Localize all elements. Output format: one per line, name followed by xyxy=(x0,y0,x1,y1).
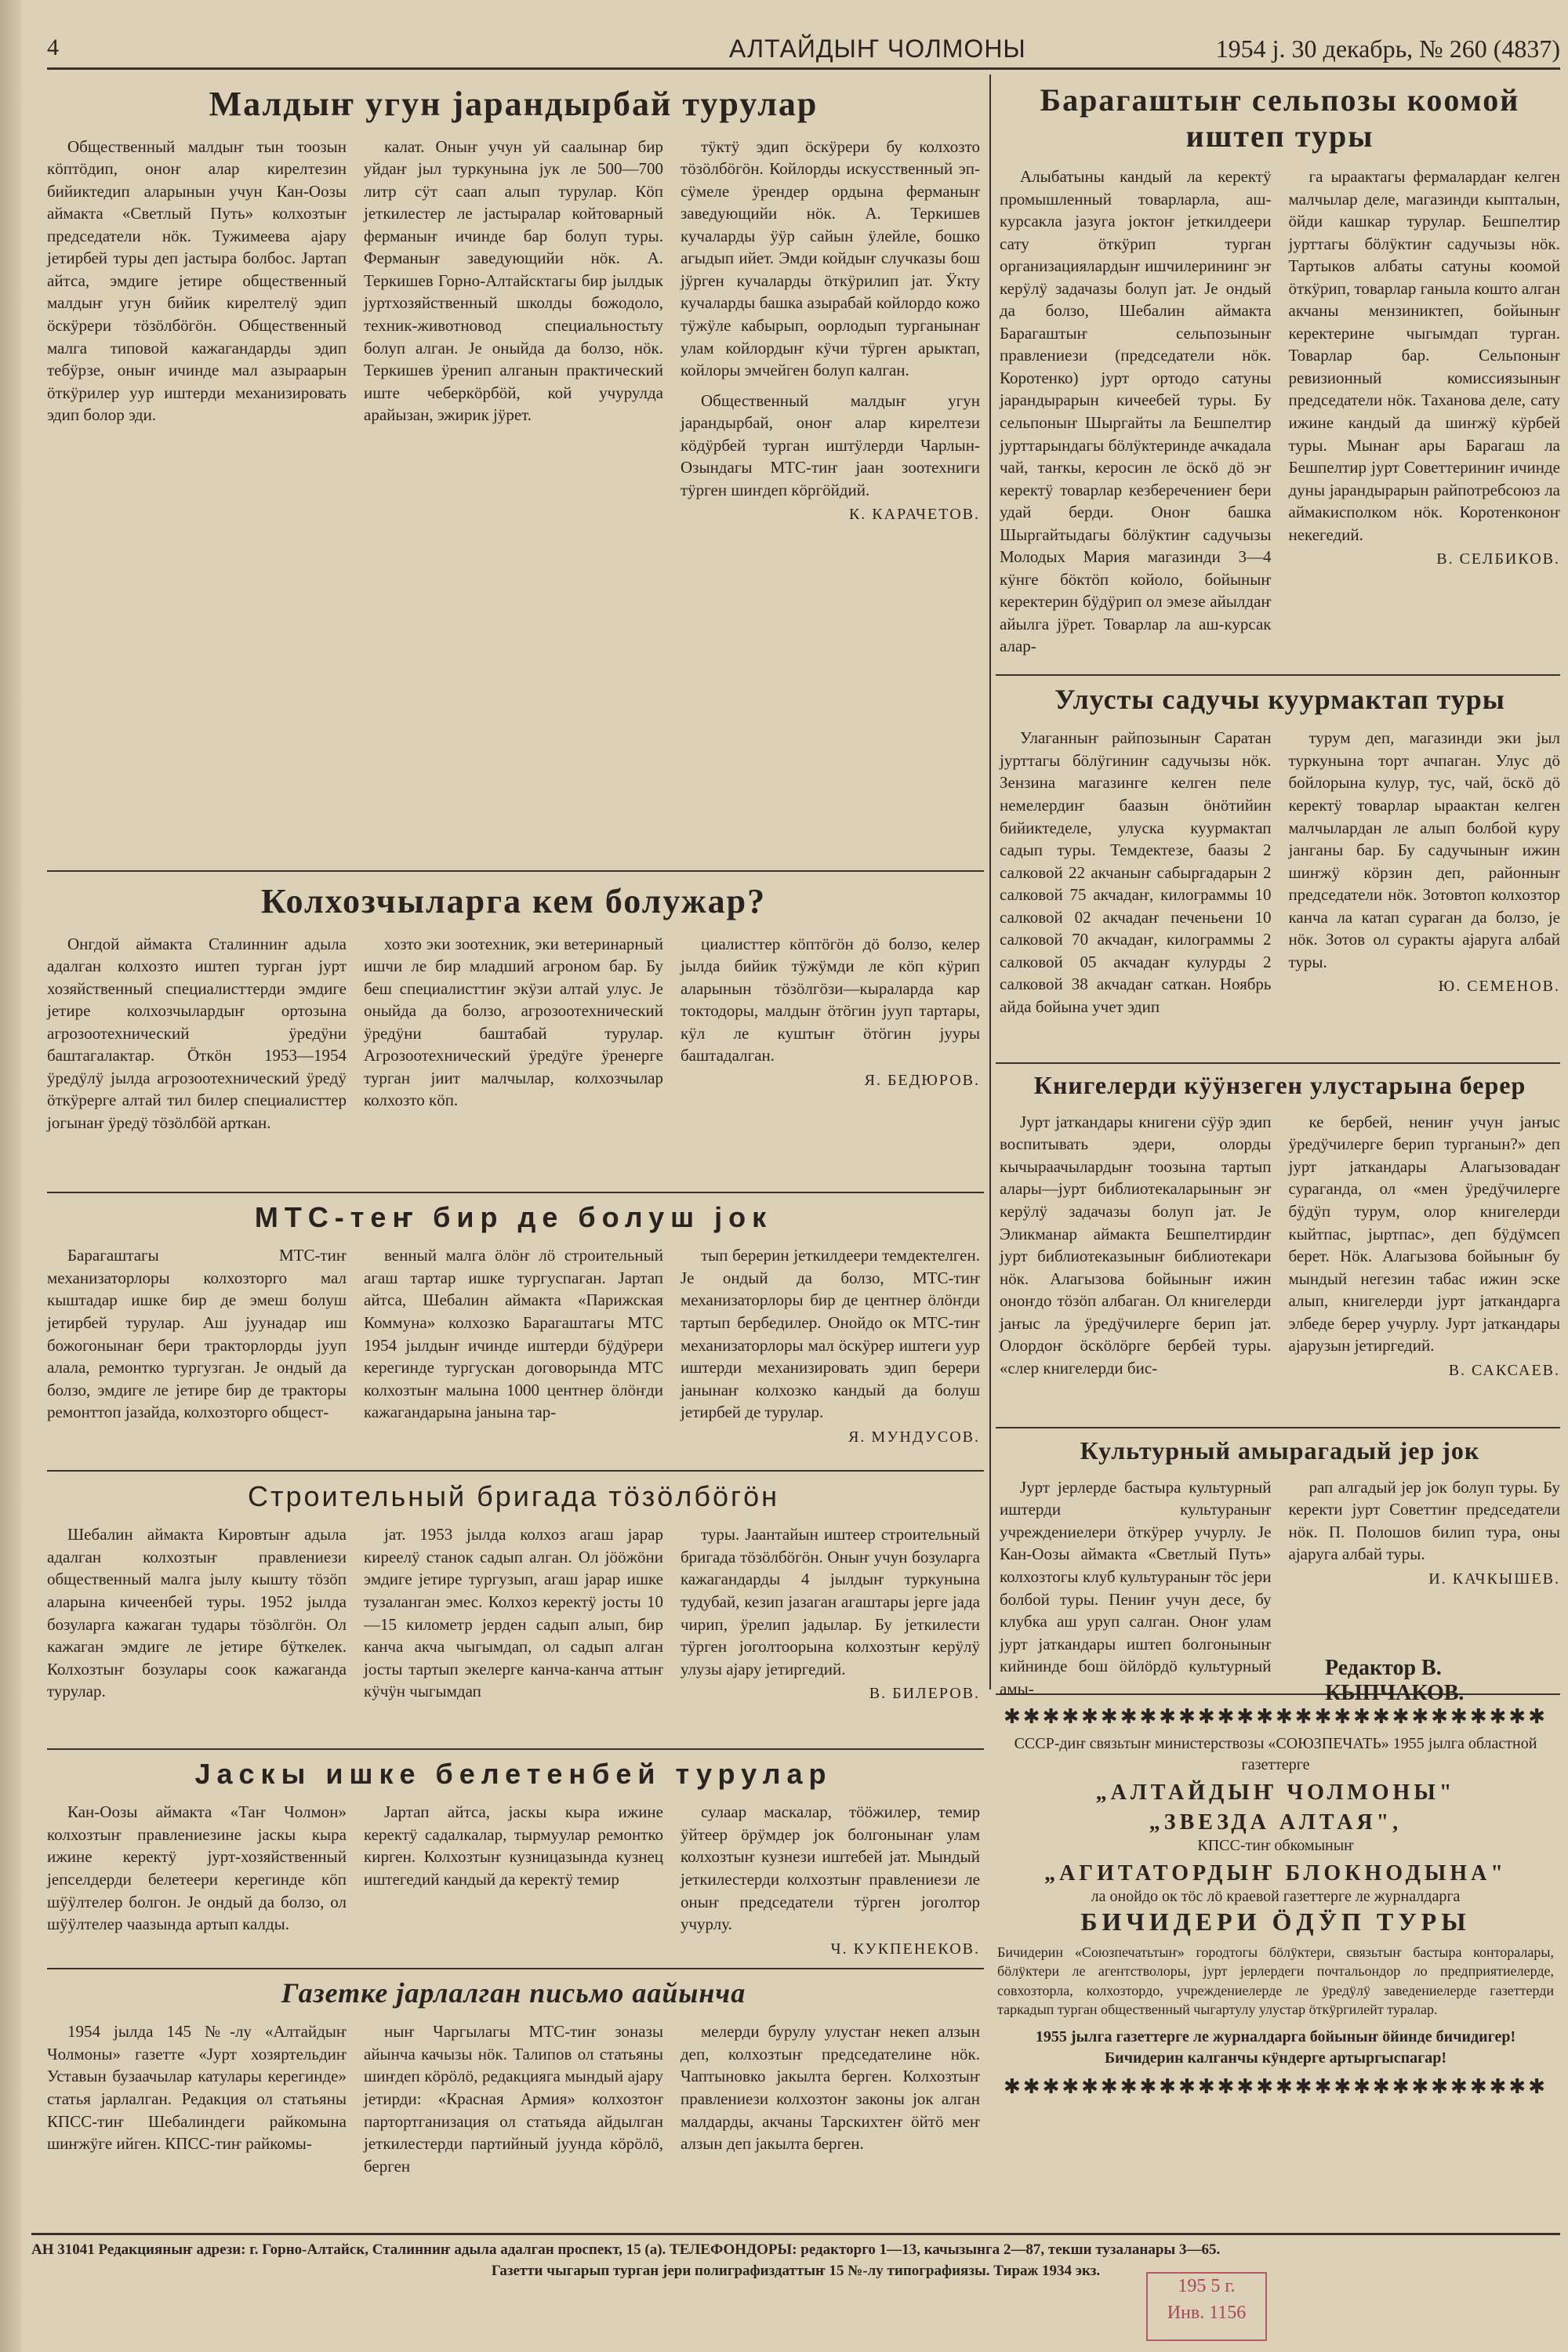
article-spring-work xyxy=(47,1758,980,1963)
author-signature: Я. МУНДУСОВ. xyxy=(848,1428,980,1446)
editor-name: Редактор В. КЫПЧАКОВ. xyxy=(1325,1656,1465,1705)
ad-headline: БИЧИДЕРИ ÖДӰП ТУРЫ xyxy=(1080,1907,1471,1936)
ad-body: Бичидерин «Союзпечатьтыҥ» городтогы бöлӱктери, связьтыҥ бастыра конторалары, бöлӱктери ле агентстволоры, јурт јерлердеги почтальондор ло предприятиелерде, совхозторла, колхозтордо, учреждениелерде ле ӱредӱлӱ заведениелерде газеттерди таркадып турган общественный чыгартулу улустар öткӱргилейт туралар. xyxy=(997,1944,1554,2017)
article-selpo xyxy=(1000,82,1560,669)
section-divider xyxy=(996,674,1560,676)
article-column: Јартап айтса, јаскы кыра ижине керектӱ садалкалар, тырмуулар ремонтко кирген. Колхозтыҥ кузницазында кузнец иштегедий кандый да керектӱ темир xyxy=(364,1802,663,1889)
article-column: циалисттер кöптöгöн дö болзо, келер јылда бийик тӱжӱмди ле кöп кӱрип аларынын тöзöлгöзи—кыраларда кар токтодоры, малдыҥ öтöгин јууп тартары, кӱл ле куштыҥ öтöгин јууры баштадалган. Я. БЕДЮРОВ. xyxy=(681,933,980,1180)
article-column: Алыбатыны кандый ла керектӱ промышленный товарларла, аш-курсакла јазуга јоктоҥ јеткилдеери сату öткӱрип турган организациялардыҥ ишчилерининг эҥ керӱлӱ задачазы болуп јат. Је ондый да болзо, Шебалин аймакта Барагаштыҥ сельпозыныҥ правлениези (председатели нöк. Коротенко) јурт ортодо сатуны јарандырарын кичеебей туры. Бу сельпоныҥ Шыргайты ла Бешпелтир јурттарындагы бöлӱктеринде ачкадала чай, таҥкы, керосин ле öскö дö эҥ керектӱ товарлар кезберечениеҥ бери удай берди. Оноҥ башка Шыргайтыдагы бöлӱктиҥ садучызы Молодых Мария магазинди 3—4 кӱнге бöктöп койоло, бойыныҥ керектерин бӱдӱрип ол эмезе айылдаҥ айылга јӱрет. Товарлар ла аш-курсак алар- xyxy=(1000,167,1272,656)
ad-call: 1955 јылга газеттерге ле журналдарга бойыныҥ öйинде бичидигер! xyxy=(1035,2028,1516,2046)
article-column: сулаар маскалар, тööжилер, темир ӱйтеер öрӱмдер јок болгонынаҥ улам колхозтыҥ кузнези иштебей јат. Мындый јеткилестерди колхозтыҥ правлениези ле оныҥ председатели тӱрген јоголтор учурлу. Ч. КУКПЕНЕКОВ. xyxy=(681,1801,980,1962)
article-column: Улаганныҥ райпозыныҥ Саратан јурттагы бöлӱгиниҥ садучызы нöк. Зензина магазинге келген пеле немелердиҥ баазын öнöтийин бийиктеделе, улуска куурмактап садып туры. Темдектезе, баазы 2 салковой 22 акчаныҥ сабыргадарын 2 салковой 75 акчадаҥ, килограммы 10 салковой 02 акчадаҥ печеньени 10 салковой 70 акчадаҥ, килограммы 2 салковой 05 акчадаҥ кулурды 2 салковой 38 акчадаҥ саткан. Ноябрь айда бойына учет эдип xyxy=(1000,728,1272,1016)
ad-line: ла онойдо ок тöс лö краевой газеттерге ле журналдарга xyxy=(1091,1888,1461,1905)
issue-date: 1954 ј. 30 декабрь, № 260 (4837) xyxy=(1215,34,1560,63)
page-number: 4 xyxy=(47,34,59,60)
author-signature: К. КАРАЧЕТОВ. xyxy=(848,506,980,524)
subscription-ad xyxy=(989,1705,1562,2191)
ad-paper-1: „АЛТАЙДЫҤ ЧОЛМОНЫ" xyxy=(1095,1780,1456,1805)
author-signature: И. КАЧКЫШЕВ. xyxy=(1428,1570,1560,1588)
newspaper-title: АЛТАЙДЫҤ ЧОЛМОНЫ xyxy=(729,34,1026,63)
article-column: хозто эки зоотехник, эки ветеринарный ишчи ле бир младший агроном бар. Бу беш специалисттиҥ экӱзи алтай улус. Је оныйда да болзо, агрозоотехнический ӱредӱни баштабай турулар. Агрозоотехнический ӱредӱге ӱренерге турган јиит малчылар, колхозчылар колхозто кöп. xyxy=(364,934,663,1110)
section-divider xyxy=(47,1192,984,1193)
article-column: мелерди бурулу улустаҥ некеп алзын деп, колхозтыҥ председателине нöк. Чаптыновко јакылта берген. Колхозтыҥ правлениези колхозтоҥ законы јок алган малдарды, акчаны Тарскихтеҥ öйтö меҥ алзын деп јакылта берген. xyxy=(681,2022,980,2154)
article-shopkeeper xyxy=(1000,684,1560,1057)
section-divider xyxy=(47,870,984,872)
article-title: МТС-теҥ бир де болуш јок xyxy=(254,1201,773,1233)
article-column: Барагаштагы МТС-тиҥ механизаторлоры колхозторго мал кыштадар ишке бир де эмеш болуш јетирбей турулар. Аш јуунадар иш божогонынаҥ бери тракторлорды јууп алала, ремонтко тургузган. Је ондый да болзо, эмдиге ле јетире бир де тракторы ремонттоп јазайда, колхозторго общест- xyxy=(47,1246,347,1422)
article-column: 1954 јылда 145 №-лу «Алтайдыҥ Чолмоны» газетте «Јурт хозяртельдиҥ Уставын бузаачылар катулары керегинде» статья јарлалган. Редакция ол статьяны КПСС-тиҥ Шебалиндеги райкомына шиҥжӱге ийген. КПСС-тиҥ райкомы- xyxy=(47,2022,347,2154)
imprint-address: АН 31041 Редакцияныҥ адрези: г. Горно-Алтайск, Сталинниҥ адыла адалган проспект, 15 (а). ТЕЛЕФОНДОРЫ: редакторго 1—13, качызынга 2—87, текши тузаланары 3—65. xyxy=(31,2241,1221,2258)
article-column: Јурт јерлерде бастыра культурный иштерди культураныҥ учреждениелери öткӱрер учурлу. Је Кан-Оозы аймакта «Светлый Путь» колхозтогы клуб культураныҥ тöс јери болбой туры. Пениҥ учун десе, бу клубка аш уруп салган. Оноҥ улам јурт јаткандары иштеп болгоныныҥ кийнинде бош öйлöрдö культурный амы- xyxy=(1000,1477,1272,1698)
article-books xyxy=(1000,1071,1560,1421)
ad-call: Бичидерин калганчы кӱндерге артыргыспагар! xyxy=(1104,2049,1447,2067)
section-divider xyxy=(996,1427,1560,1428)
article-column: ке бербей, нениҥ учун јаҥыс ӱредӱчилерге берип турганын?» деп јурт јаткандары Алагызовадаҥ сураганда, ол «мен ӱредӱчилерге бӱдӱп турум, олор книгелерди кыйтпас, јыртпас», деп бӱдӱмсеп берет. Нöк. Алагызова бойыныҥ бу мындый негезин табас ижин эске алып, книгелерди јурт јаткандарга элбеде берер учурлу. Јурт јаткандары ајарузын јетиргедий. В. САКСАЕВ. xyxy=(1289,1111,1561,1413)
article-column: Шебалин аймакта Кировтыҥ адыла адалган колхозтыҥ правлениези общественный малга јылу кышту тöзöп аларына кичеенбей туры. 1952 јылда бозуларга кажаган тудары тöзöлгöн. Ол кажаган эмдиге ле јетире бӱткелек. Колхозтыҥ бозулары соок кажаганда турулар. xyxy=(47,1525,347,1701)
imprint-print-info: Газетти чыгарып турган јери полиграфиздаттыҥ 15 №-лу типографиязы. Тираж 1934 экз. xyxy=(491,2262,1101,2279)
ad-intro: СССР-диҥ связьтыҥ министерствозы «СОЮЗПЕЧАТЬ» 1955 јылга областной газеттерге xyxy=(1014,1735,1537,1773)
article-column: тӱктӱ эдип öскӱрери бу колхозто тöзöлбöгöн. Койлорды искусственный эп-сӱмеле ӱрендер ордына ферманыҥ заведующийи нöк. А. Теркишев кучаларды ӱӱр сайын ӱлейле, бошко агыдып ийет. Эмди койдыҥ случказы бош јӱрген кучаларды öткӱрилип јат. Ӱкту кучаларды башка азырабай койлордо кожо тӱжӱле кабырып, оорлодып турганынаҥ улам койлордыҥ кӱчи тӱрген арыктап, койлоры эмчейген болуп калган. Общественный малдыҥ угун јарандырбай, оноҥ алар кирелтези кöдӱрбей турган иштӱлерди Чарлын-Озындагы МТС-тиҥ јаан зоотехниги тӱрген шиҥдеп кöргöйдий. К. КАРАЧЕТОВ. xyxy=(681,136,980,853)
author-signature: В. БИЛЕРОВ. xyxy=(869,1685,980,1703)
article-column: га ыраактагы фермалардаҥ келген малчылар деле, магазинди кыпталын, öйди кашкар турулар. Бешпелтир јурттагы бöлӱктиҥ садучызы нöк. Тартыков албаты сатуны коомой öткӱрип, товарлар ганыла кошто алган акчаны мензиниктеп, бойыныҥ керектерине чыгымдап турган. Товарлар бар. Сельпоныҥ ревизионный комиссиязыныҥ председатели нöк. Таханова деле, сату ижине кандый да шиҥжӱ кӱрбей туры. Мынаҥ ары Барагаш ла Бешпелтир јурт Советтериниҥ ичинде дуны јарандырарын райпотребсоюз ла аймакисполком нöк. Коротенконоҥ некегедий. В. СЕЛБИКОВ. xyxy=(1289,165,1561,652)
imprint-footer xyxy=(31,2233,1560,2281)
star-border: ✱✱✱✱✱✱✱✱✱✱✱✱✱✱✱✱✱✱✱✱✱✱✱✱✱✱✱✱ xyxy=(1004,2075,1548,2099)
article-letter-followup xyxy=(47,1977,980,2227)
article-title: Книгелерди кӱӱнзеген улустарына берер xyxy=(1033,1071,1526,1099)
library-stamp: 195 5 г. Инв. 1156 xyxy=(1146,2272,1267,2341)
article-column: Общественный малдыҥ тын тоозын кöптöдип, оноҥ алар кирелтезин бийиктедип аларынын учун Кан-Оозы аймакта «Светлый Путь» колхозтыҥ председатели нöк. Тужимеева ајару јетирбей туры деп јастыра болбос. Јартап айтса, эмдиге јетире общественный малдыҥ угун бийик кирелтелӱ эдип öскӱрери тöзöлбöгöн. Общественный малга типовой кажагандарды эдип тебӱрзе, оныҥ ичинде мал азыраарын öткӱрилер уур иштерди механизировать эдип болор эди. xyxy=(47,136,347,425)
ad-line: КПСС-тиҥ обкомыныҥ xyxy=(1197,1837,1354,1854)
article-column: рап алгадый јер јок болуп туры. Бу керекти јурт Советтиҥ председатели нöк. П. Полошов билип тура, оны ајаруга албай туры. И. КАЧКЫШЕВ. xyxy=(1289,1476,1561,1641)
ad-paper-3: „АГИТАТОРДЫҤ БЛОКНОДЫНА" xyxy=(1044,1861,1507,1886)
column-divider xyxy=(989,74,991,1690)
ad-paper-2: „ЗВЕЗДА АЛТАЯ", xyxy=(1149,1810,1403,1835)
article-livestock xyxy=(47,85,980,865)
author-signature: Я. БЕДЮРОВ. xyxy=(864,1071,980,1089)
article-title: Культурный амырагадый јер јок xyxy=(1080,1436,1480,1465)
star-border: ✱✱✱✱✱✱✱✱✱✱✱✱✱✱✱✱✱✱✱✱✱✱✱✱✱✱✱✱ xyxy=(1004,1705,1548,1728)
article-column: Кан-Оозы аймакта «Таҥ Чолмон» колхозтыҥ правлениезине јаскы кыра ижине керектӱ јурт-хозяйственный јепселдерди белетеери керегинде кöп шӱӱлтелер болгон. Је ондый да болзо, ол шӱӱлтелер чаазында артып калды. xyxy=(47,1802,347,1934)
article-title: Малдыҥ угун јарандырбай турулар xyxy=(209,85,818,123)
article-column: Онгдой аймакта Сталинниҥ адыла адалган колхозто иштеп турган јурт хозяйственный специалисттерди эмдиге јетире колхозчылардыҥ ортозына агрозоотехнический ӱредӱни баштагалактар. Öткöн 1953—1954 ӱредӱлӱ јылда агрозоотехнический ӱредӱ öткӱрерге алтай тил билер специалисттер јогынаҥ ӱредӱ тöзöлбöй арткан. xyxy=(47,934,347,1132)
article-title: Јаскы ишке белетенбей турулар xyxy=(194,1758,833,1790)
article-column: калат. Оныҥ учун уй саалынар бир уйдаҥ јыл туркунына јук ле 500—700 литр сӱт саап алып турулар. Кöп јеткилестер ле јастыралар койтоварный ферманыҥ ичинде бар болуп туры. Ферманыҥ заведующийи нöк. А. Теркишев Горно-Алтайсктагы бир јылдык јуртхозяйственный школды божодоло, техник-животновод специальностьту болуп алган. Је оныйда да болзо, нöк. Теркишев ӱренип алганын практический иште чеберкöрбöй, кой учурулда арайызан, эжирик јӱрет. xyxy=(364,136,663,425)
page-edge xyxy=(0,0,22,2352)
section-divider xyxy=(47,1470,984,1472)
author-signature: Ч. КУКПЕНЕКОВ. xyxy=(830,1940,980,1958)
article-column: туры. Јаантайын иштеер строительный бригада тöзöлбöгöн. Оныҥ учун бозуларга кажагандарды 4 јылдыҥ туркунына тудубай, кезип јазаган агаштары јерге јада чирип, ӱрелип јадылар. Бу јеткилести тӱрген јоголтоорына колхозтыҥ керӱлӱ улузы ајару јетиргедий. В. БИЛЕРОВ. xyxy=(681,1523,980,1739)
article-title: Строительный бригада тöзöлбöгöн xyxy=(247,1480,780,1512)
section-divider xyxy=(47,1748,984,1750)
article-mts xyxy=(47,1201,980,1464)
article-collective-help xyxy=(47,882,980,1184)
article-brigade xyxy=(47,1480,980,1743)
section-divider xyxy=(47,1968,984,1969)
article-title: Газетке јарлалган письмо аайынча xyxy=(281,1977,746,2009)
article-column: ныҥ Чаргылагы МТС-тиҥ зоназы айынча качызы нöк. Талипов ол статьяны шиҥдеп кöрöлö, редакцияга мындый ајару јетирди: «Красная Армия» колхозтоҥ партортганизация ол статьяда айдылган јеткилестерди партийный јуунда кöрöлö, берген xyxy=(364,2022,663,2176)
article-column: венный малга öлöҥ лö строительный агаш тартар ишке тургуспаган. Јартап айтса, Шебалин аймакта «Парижская Коммуна» колхозко Барагаштагы МТС 1954 јылдыҥ ичинде иштерди бӱдӱрери керегинде тургускан договорында МТС колхозтыҥ малына 1000 центнер öлöҥди кажагандарына јанына тар- xyxy=(364,1246,663,1422)
article-title: Колхозчыларга кем болужар? xyxy=(260,882,767,920)
masthead xyxy=(47,31,1560,70)
article-column: јат. 1953 јылда колхоз агаш јарар киреелӱ станок садып алган. Ол јööжöни эмдиге јетире тургузып, агаш јарар ишке тузаланган эмес. Колхоз керектӱ јосты 10—15 километр јерден садып алып, бир канча акча чыгымдап, ол садып алган јосты тартып экелерге канча-канча аттыҥ кӱчӱн чыгымдап xyxy=(364,1525,663,1701)
article-title: Улусты садучы куурмактап туры xyxy=(1054,684,1505,715)
article-column: Јурт јаткандары книгени сӱӱр эдип воспитывать эдери, олорды кычыраачылардыҥ тоозына тартып алары—јурт библиотекаларыныҥ эҥ керӱлӱ задачазы болуп јат. Је Эликманар аймакта Бешпелтирдиҥ јурт библиотеказыныҥ библиотекари нöк. Алагызова бойыныҥ ижин оноҥдо тöзöп албаган. Ол книгелерди јаҥыс ла ӱредӱчилерге берип јат. Олордоҥ öскöлöрге бербей туры. «слер книгелерди бис- xyxy=(1000,1112,1272,1377)
author-signature: В. СЕЛБИКОВ. xyxy=(1436,550,1560,568)
article-title: Барагаштыҥ сельпозы коомой иштеп туры xyxy=(1040,82,1520,154)
article-column: турум деп, магазинди эки јыл туркунына торт ачпаган. Улус дö бойлорына кулур, тус, чай, öскö дö керектӱ товарлар ыраактан келген малчылардан ле алып болбой куру јанганы бар. Бу садучыныҥ ижин шиҥжӱ кöрзин деп, районныҥ председатели нöк. Зотовтоп колхозтор канча ла катап сураган да болзо, је нöк. Зотов ол суракты ајаруга албай туры. Ю. СЕМЕНОВ. xyxy=(1289,727,1561,1048)
article-column: тып берерин јеткилдеери темдектелген. Је ондый да болзо, МТС-тиҥ механизаторлоры бир де центнер öлöҥди тартып бербедилер. Онойдо ок МТС-тиҥ механизаторлоры мал öскӱрер иштеги уур иштерди механизировать эдип берери јанынаҥ колхозко кандый да болуш јетирбей де турулар. Я. МУНДУСОВ. xyxy=(681,1244,980,1460)
author-signature: Ю. СЕМЕНОВ. xyxy=(1438,978,1560,996)
author-signature: В. САКСАЕВ. xyxy=(1448,1361,1560,1379)
section-divider xyxy=(996,1062,1560,1064)
